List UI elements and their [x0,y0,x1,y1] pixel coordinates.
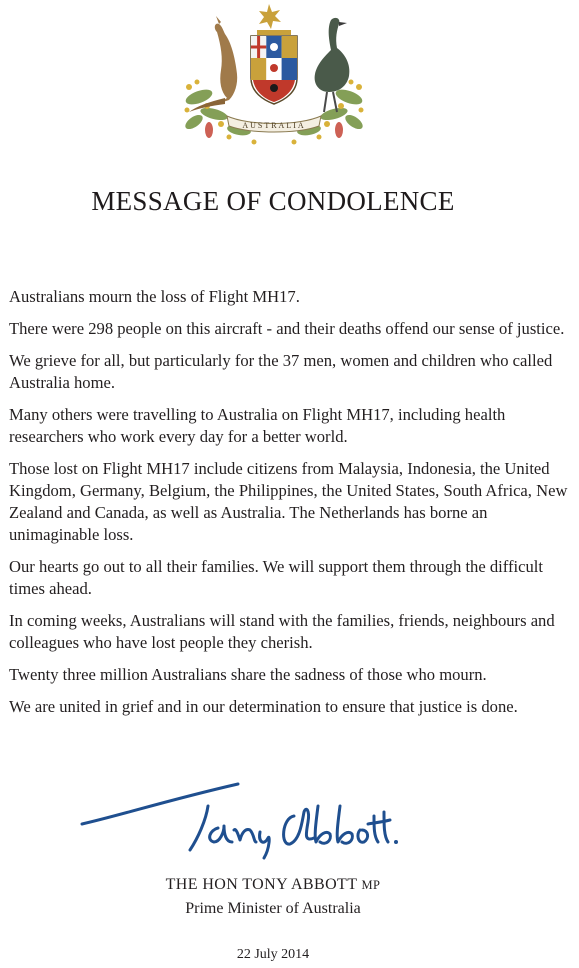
message-paragraph: In coming weeks, Australians will stand with the families, friends, neighbours and colleagues who have lost people they cherish. [9,611,555,652]
message-paragraph: Twenty three million Australians share the sadness of those who mourn. [9,665,487,684]
signatory-role: Prime Minister of Australia [185,900,361,917]
message-paragraph: Many others were travelling to Australia on Flight MH17, including health researchers who work every day for a better world. [9,405,506,446]
message-paragraph: Australians mourn the loss of Flight MH17. [9,287,300,306]
page-title: MESSAGE OF CONDOLENCE [91,186,455,216]
post-nominal: MP [361,878,381,892]
signature-icon [78,776,408,866]
signatory-name-text: THE HON TONY ABBOTT [165,876,358,893]
message-paragraph: We grieve for all, but particularly for the 37 men, women and children who called Australia home. [9,351,553,392]
crest-banner-text: AUSTRALIA [242,121,306,130]
message-paragraph: Our hearts go out to all their families. We will support them through the difficult times ahead. [9,557,544,598]
message-paragraph: Those lost on Flight MH17 include citizens from Malaysia, Indonesia, the United Kingdom, Germany, Belgium, the Philippines, the United States, South Africa, New Zealand and Canada, as well as Australia. The Netherlands has borne an unimaginable loss. [9,459,568,544]
document-date: 22 July 2014 [236,947,310,962]
coat-of-arms-icon [169,2,379,154]
signatory-name [0,876,546,894]
condolence-message [9,286,569,728]
message-paragraph: There were 298 people on this aircraft - and their deaths offend our sense of justice. [9,319,565,338]
message-paragraph: We are united in grief and in our determination to ensure that justice is done. [9,697,518,716]
